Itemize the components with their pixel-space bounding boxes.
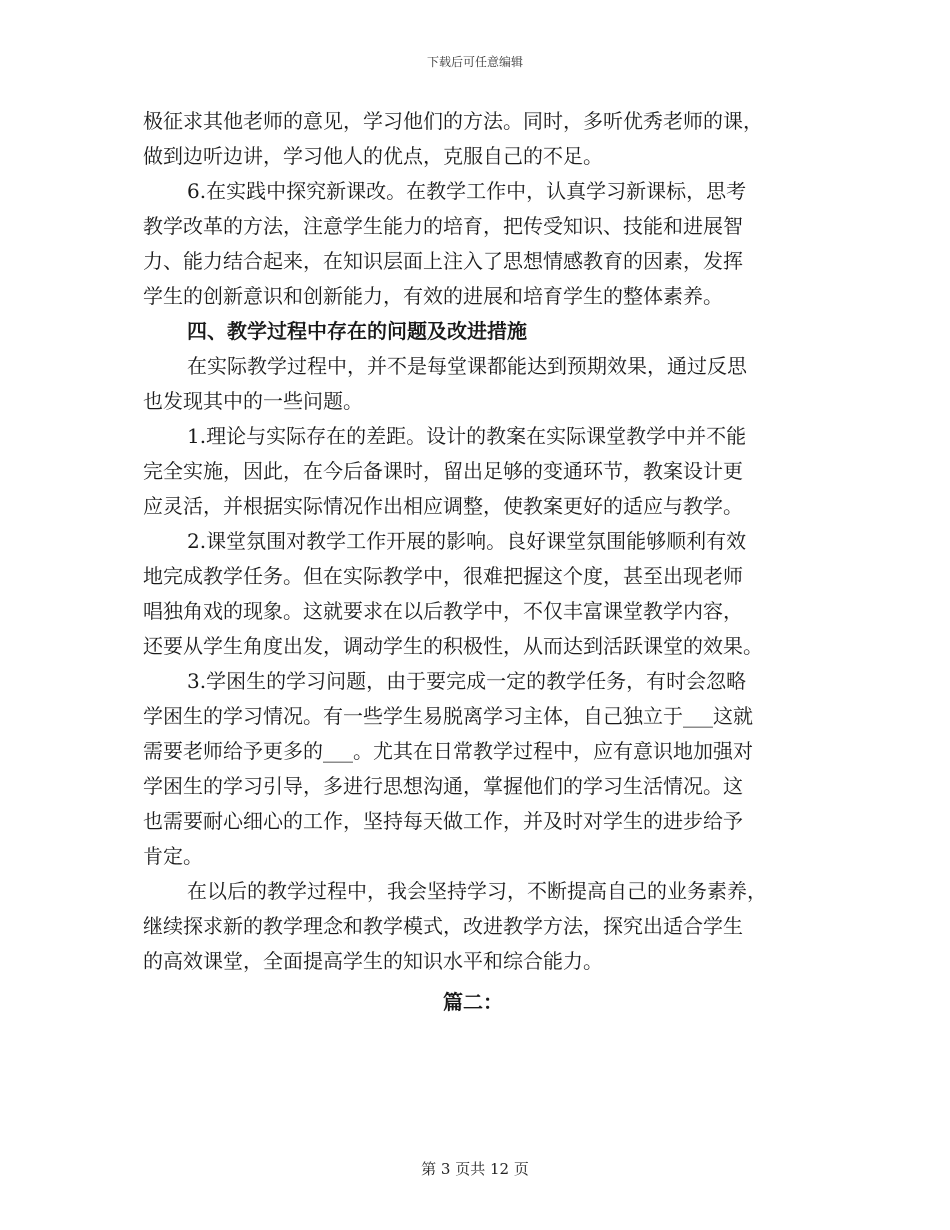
paragraph-line: 还要从学生角度出发，调动学生的积极性，从而达到活跃课堂的效果。 [143,634,763,658]
paragraph-line: 6.在实践中探究新课改。在教学工作中，认真学习新课标，思考 [187,179,747,203]
paragraph-line: 学生的创新意识和创新能力，有效的进展和培育学生的整体素养。 [143,284,723,308]
paragraph-line: 学困生的学习情况。有一些学生易脱离学习主体，自己独立于___这就 [143,704,753,728]
paragraph-line: 也需要耐心细心的工作，坚持每天做工作，并及时对学生的进步给予 [143,809,743,833]
paragraph-line: 3.学困生的学习问题，由于要完成一定的教学任务，有时会忽略 [187,669,747,693]
page-header: 下载后可任意编辑 [426,55,523,69]
paragraph-line: 极征求其他老师的意见，学习他们的方法。同时，多听优秀老师的课， [143,109,763,133]
paragraph-line: 继续探求新的教学理念和教学模式，改进教学方法，探究出适合学生 [143,914,743,938]
paragraph-line: 肯定。 [143,844,203,868]
paragraph-line: 学困生的学习引导，多进行思想沟通，掌握他们的学习生活情况。这 [143,774,743,798]
paragraph-line: 2.课堂氛围对教学工作开展的影响。良好课堂氛围能够顺利有效 [187,529,747,553]
paragraph-line: 做到边听边讲，学习他人的优点，克服自己的不足。 [143,144,603,168]
paragraph-line: 教学改革的方法，注意学生能力的培育，把传受知识、技能和进展智 [143,214,743,238]
paragraph-line: 完全实施，因此，在今后备课时，留出足够的变通环节，教案设计更 [143,459,743,483]
paragraph-line: 需要老师给予更多的___。尤其在日常教学过程中，应有意识地加强对 [143,739,753,763]
paragraph-line: 1.理论与实际存在的差距。设计的教案在实际课堂教学中并不能 [187,424,747,448]
document-body [143,104,803,1020]
paragraph-line: 地完成教学任务。但在实际教学中，很难把握这个度，甚至出现老师 [143,564,743,588]
paragraph-line: 应灵活，并根据实际情况作出相应调整，使教案更好的适应与教学。 [143,494,743,518]
paragraph-line: 唱独角戏的现象。这就要求在以后教学中，不仅丰富课堂教学内容， [143,599,743,623]
page-footer: 第 3 页共 12 页 [421,1160,529,1178]
paragraph-line: 在以后的教学过程中，我会坚持学习，不断提高自己的业务素养， [187,879,767,903]
paragraph-line: 也发现其中的一些问题。 [143,389,363,413]
paragraph-line: 力、能力结合起来，在知识层面上注入了思想情感教育的因素，发挥 [143,249,743,273]
paragraph-line: 的高效课堂，全面提高学生的知识水平和综合能力。 [143,949,603,973]
section-title: 篇二： [443,990,503,1014]
section-heading: 四、教学过程中存在的问题及改进措施 [187,319,527,343]
paragraph-line: 在实际教学过程中，并不是每堂课都能达到预期效果，通过反思 [187,354,747,378]
